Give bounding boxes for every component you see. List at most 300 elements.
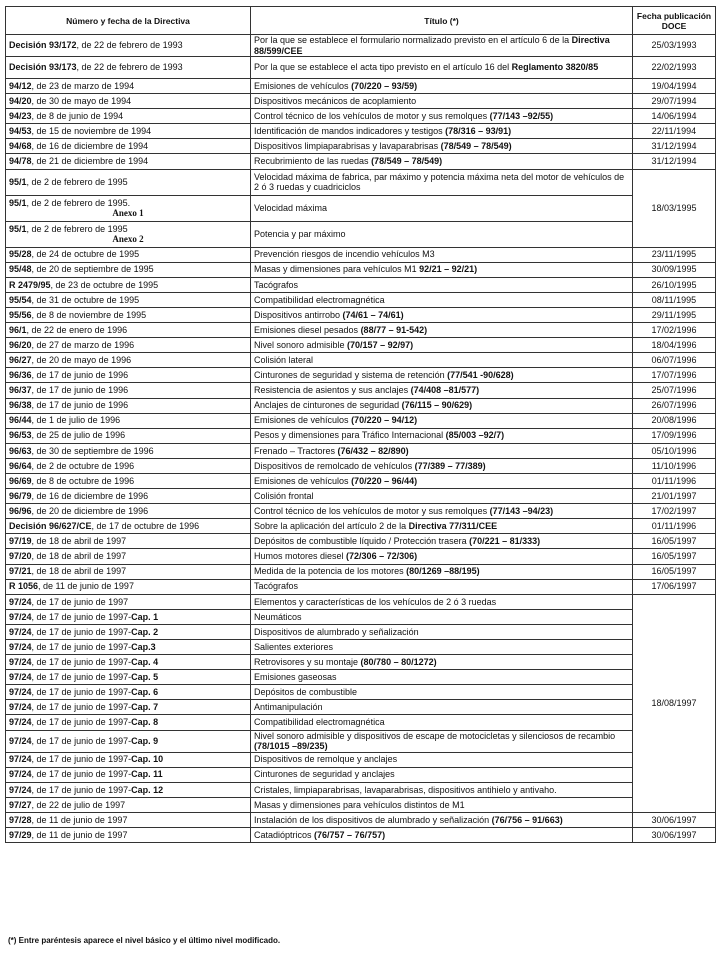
directive-number: 96/1 [9,324,27,335]
directive-cell [6,730,251,752]
directive-cell [6,640,251,655]
directive-date: , de 17 de junio de 1996 [31,385,129,396]
directive-cell [6,368,251,383]
directive-number: 97/24 [9,784,32,795]
title-cell [251,353,633,368]
table-row [6,812,716,827]
directive-cell [6,549,251,564]
directive-cell [6,413,251,428]
directive-number: 97/24 [9,717,32,728]
directive-number: 97/24 [9,641,32,652]
directive-date: , de 17 de junio de 1997- [31,626,132,637]
pub-date-cell: 17/02/1996 [633,323,716,338]
directive-cell [6,169,251,195]
directive-date: , de 17 de junio de 1997- [31,671,132,682]
directive-cell [6,609,251,624]
title-text: Pesos y dimensiones para Tráfico Internacional [254,430,446,441]
title-text: Emisiones de vehículos [254,475,352,486]
directive-number: 97/24 [9,735,32,746]
directive-cell [6,398,251,413]
annex-label: Anexo 2 [112,234,144,245]
title-cell [251,221,633,247]
table-row [6,534,716,549]
title-text: Cinturones de seguridad y sistema de retención [254,370,448,381]
title-text: Instalación de los dispositivos de alumbrado y señalización [254,814,492,825]
table-row [6,752,716,767]
title-reference: (78/549 – 78/549) [440,141,512,152]
directive-number: 97/24 [9,754,32,765]
title-reference: Directiva 88/599/CEE [254,35,610,56]
title-cell [251,700,633,715]
title-reference: (70/220 – 94/12) [351,415,418,426]
title-cell [251,685,633,700]
title-text: Nivel sonoro admisible y dispositivos de escape de motocicletas y silenciosos de recambio [254,730,616,741]
title-cell [251,443,633,458]
table-row [6,307,716,322]
directive-cell [6,519,251,534]
directive-date: , de 17 de octubre de 1996 [91,521,200,532]
table-row [6,169,716,195]
directive-cell [6,767,251,782]
directive-date: , de 16 de diciembre de 1994 [31,141,149,152]
directive-number: Decisión 96/627/CE [9,521,92,532]
table-row [6,549,716,564]
directive-number: 96/44 [9,415,32,426]
title-text: Potencia y par máximo [254,228,346,239]
pub-date-cell: 17/07/1996 [633,368,716,383]
directive-date: , de 8 de junio de 1994 [31,110,124,121]
title-cell [251,109,633,124]
table-row [6,797,716,812]
directive-date: , de 18 de abril de 1997 [31,536,127,547]
directive-cell [6,655,251,670]
title-reference: Directiva 77/311/CEE [408,521,498,532]
title-cell [251,124,633,139]
directive-date: , de 20 de mayo de 1996 [31,355,132,366]
title-cell [251,670,633,685]
title-cell [251,79,633,94]
title-reference: (76/757 – 76/757) [314,829,386,840]
title-text: Dispositivos antirrobo [254,309,343,320]
title-reference: (80/780 – 80/1272) [360,656,437,667]
table-row [6,700,716,715]
title-cell [251,752,633,767]
pub-date-cell: 30/06/1997 [633,828,716,843]
directive-cell [6,154,251,169]
directive-cell [6,247,251,262]
title-cell [251,262,633,277]
directive-cell [6,35,251,57]
title-cell [251,609,633,624]
table-row [6,124,716,139]
table-row [6,767,716,782]
title-reference: (70/157 – 92/97) [347,339,414,350]
directive-number: 94/20 [9,95,32,106]
table-row [6,109,716,124]
pub-date-cell: 17/09/1996 [633,428,716,443]
chapter-label: Cap. 2 [131,626,159,637]
directive-date: , de 22 de febrero de 1993 [76,62,183,73]
directive-cell [6,195,251,221]
chapter-label: Cap. 6 [131,687,159,698]
header-directive: Número y fecha de la Directiva [6,7,251,35]
directive-cell [6,564,251,579]
title-reference: (77/143 –94/23) [489,505,554,516]
directive-number: 94/78 [9,156,32,167]
pub-date-cell: 30/09/1995 [633,262,716,277]
table-row [6,262,716,277]
directive-date: , de 22 de enero de 1996 [26,324,128,335]
title-text: Depósitos de combustible líquido / Protección trasera [254,536,470,547]
directive-cell [6,277,251,292]
chapter-label: Cap. 11 [131,769,163,780]
chapter-label: Cap. 1 [131,611,159,622]
directive-date: , de 20 de septiembre de 1995 [31,264,154,275]
pub-date-cell: 31/12/1994 [633,139,716,154]
table-row [6,624,716,639]
directive-date: , de 23 de marzo de 1994 [31,80,135,91]
title-text: Cinturones de seguridad y anclajes [254,769,395,780]
directive-cell [6,262,251,277]
title-cell [251,323,633,338]
table-row [6,413,716,428]
table-row [6,94,716,109]
directive-date: , de 17 de junio de 1996 [31,370,129,381]
title-text: Compatibilidad electromagnética [254,717,385,728]
directive-cell [6,109,251,124]
title-text: Retrovisores y su montaje [254,656,361,667]
title-cell [251,277,633,292]
title-text: Prevención riesgos de incendio vehículos M3 [254,249,435,260]
pub-date-cell: 18/03/1995 [633,169,716,247]
table-row [6,828,716,843]
title-reference: (78/549 – 78/549) [371,156,443,167]
directive-date: , de 8 de noviembre de 1995 [31,309,147,320]
pub-date-cell: 01/11/1996 [633,473,716,488]
pub-date-cell: 17/06/1997 [633,579,716,594]
directive-number: 97/29 [9,829,32,840]
directive-number: 96/79 [9,490,32,501]
table-body [6,35,716,843]
chapter-label: Cap. 10 [131,754,164,765]
directive-date: , de 25 de julio de 1996 [31,430,126,441]
title-text: Emisiones de vehículos [254,415,352,426]
title-reference: (78/316 – 93/91) [445,126,512,137]
title-text: Elementos y características de los vehículos de 2 ó 3 ruedas [254,596,497,607]
directive-number: 94/68 [9,141,32,152]
directive-number: 97/24 [9,687,32,698]
title-cell [251,195,633,221]
directive-date: , de 17 de junio de 1997- [31,784,132,795]
table-row [6,685,716,700]
directive-date: , de 30 de septiembre de 1996 [31,445,154,456]
directive-cell [6,782,251,797]
directive-date: , de 17 de junio de 1997- [31,656,132,667]
title-cell [251,767,633,782]
title-cell [251,428,633,443]
directive-date: , de 1 de julio de 1996 [31,415,121,426]
directive-number: 96/20 [9,339,32,350]
directive-cell [6,715,251,730]
directive-cell [6,685,251,700]
table-row [6,579,716,594]
directive-number: 95/1 [9,176,27,187]
table-row [6,489,716,504]
directive-number: 97/28 [9,814,32,825]
title-cell [251,549,633,564]
directive-date: , de 31 de octubre de 1995 [31,294,140,305]
pub-date-cell: 22/11/1994 [633,124,716,139]
title-cell [251,594,633,609]
directive-cell [6,139,251,154]
directive-date: , de 22 de febrero de 1993 [76,40,183,51]
title-cell [251,519,633,534]
directive-number: 97/24 [9,611,32,622]
title-cell [251,368,633,383]
table-row [6,139,716,154]
title-cell [251,473,633,488]
title-reference: (77/389 – 77/389) [414,460,486,471]
table-row [6,519,716,534]
table-row [6,655,716,670]
table-row [6,292,716,307]
title-text: Humos motores diesel [254,551,347,562]
table-row [6,609,716,624]
table-row [6,368,716,383]
title-reference: (76/756 – 91/663) [491,814,563,825]
table-row [6,640,716,655]
table-row [6,195,716,221]
title-text: Velocidad máxima de fabrica, par máximo y potencia máxima neta del motor de vehículos de 2 ó 3 ruedas y cuadriciclos [254,171,625,193]
title-text: Anclajes de cinturones de seguridad [254,400,402,411]
directive-date: , de 17 de junio de 1996 [31,400,129,411]
title-cell [251,579,633,594]
table-row [6,383,716,398]
header-title: Título (*) [251,7,633,35]
title-text: Resistencia de asientos y sus anclajes [254,385,411,396]
title-text: Emisiones diesel pesados [254,324,361,335]
title-cell [251,640,633,655]
title-cell [251,782,633,797]
directive-number: 96/63 [9,445,32,456]
directive-number: 95/56 [9,309,32,320]
directive-date: , de 17 de junio de 1997- [31,687,132,698]
directive-date: , de 16 de diciembre de 1996 [31,490,149,501]
footnote: (*) Entre paréntesis aparece el nivel básico y el último nivel modificado. [8,936,281,945]
table-row [6,221,716,247]
directive-number: R 1056 [9,581,39,592]
directive-date: , de 2 de febrero de 1995 [26,223,128,234]
title-text: Tacógrafos [254,279,299,290]
table-row [6,594,716,609]
title-text: Tacógrafos [254,581,299,592]
directive-date: , de 18 de abril de 1997 [31,551,127,562]
title-cell [251,413,633,428]
directive-number: 95/1 [9,223,27,234]
title-cell [251,797,633,812]
table-row [6,443,716,458]
directive-cell [6,307,251,322]
title-reference: (77/541 -90/628) [447,370,514,381]
directive-date: , de 2 de octubre de 1996 [31,460,135,471]
pub-date-cell: 05/10/1996 [633,443,716,458]
directive-date: , de 2 de febrero de 1995. [26,197,131,208]
pub-date-cell: 06/07/1996 [633,353,716,368]
directive-number: 97/24 [9,626,32,637]
pub-date-cell: 17/02/1997 [633,504,716,519]
table-row [6,428,716,443]
header-pub-date: Fecha publicación DOCE [633,7,716,35]
pub-date-cell: 21/01/1997 [633,489,716,504]
chapter-label: Cap. 7 [131,702,159,713]
table-row [6,564,716,579]
directives-table [5,6,716,843]
title-cell [251,812,633,827]
chapter-label: Cap. 4 [131,656,159,667]
title-reference: (88/77 – 91-542) [360,324,428,335]
title-reference: (74/408 –81/577) [410,385,480,396]
directive-date: , de 17 de junio de 1997- [31,641,132,652]
directive-date: , de 30 de mayo de 1994 [31,95,132,106]
table-header-row [6,7,716,35]
title-text: Nivel sonoro admisible [254,339,348,350]
title-cell [251,655,633,670]
directive-date: , de 17 de junio de 1997- [31,702,132,713]
table-row [6,57,716,79]
chapter-label: Cap. 9 [131,735,159,746]
title-text: Identificación de mandos indicadores y testigos [254,126,446,137]
title-reference: (78/1015 –89/235) [254,741,328,752]
title-text: Frenado – Tractores [254,445,338,456]
title-cell [251,139,633,154]
title-cell [251,307,633,322]
title-text: Colisión lateral [254,355,314,366]
directive-number: 95/48 [9,264,32,275]
table-row [6,473,716,488]
directive-cell [6,752,251,767]
table-row [6,504,716,519]
title-text: Masas y dimensiones para vehículos M1 [254,264,420,275]
directive-cell [6,700,251,715]
title-text: Por la que se establece el acta tipo previsto en el artículo 16 del [254,62,512,73]
pub-date-cell: 31/12/1994 [633,154,716,169]
title-text: Dispositivos de alumbrado y señalización [254,626,419,637]
title-text: Dispositivos de remolque y anclajes [254,754,398,765]
directive-cell [6,57,251,79]
title-text: Sobre la aplicación del artículo 2 de la [254,521,409,532]
title-text: Control técnico de los vehículos de motor y sus remolques [254,110,490,121]
directive-date: , de 17 de junio de 1997 [31,596,129,607]
title-text: Antimanipulación [254,702,323,713]
directive-number: 97/24 [9,656,32,667]
directive-cell [6,828,251,843]
directive-number: 94/12 [9,80,32,91]
directive-date: , de 18 de abril de 1997 [31,566,127,577]
directive-cell [6,94,251,109]
directive-cell [6,504,251,519]
chapter-label: Cap. 8 [131,717,159,728]
directive-date: , de 17 de junio de 1997- [31,754,132,765]
pub-date-cell: 22/02/1993 [633,57,716,79]
directive-cell [6,670,251,685]
pub-date-cell: 16/05/1997 [633,564,716,579]
title-reference: 92/21 – 92/21) [419,264,478,275]
pub-date-cell: 16/05/1997 [633,549,716,564]
title-reference: Reglamento 3820/85 [511,62,599,73]
directive-cell [6,292,251,307]
pub-date-cell: 23/11/1995 [633,247,716,262]
title-text: Salientes exteriores [254,641,334,652]
directive-date: , de 11 de junio de 1997 [31,814,128,825]
title-cell [251,624,633,639]
title-text: Recubrimiento de las ruedas [254,156,372,167]
directive-date: , de 20 de diciembre de 1996 [31,505,149,516]
pub-date-cell: 29/11/1995 [633,307,716,322]
directive-cell [6,353,251,368]
table-row [6,338,716,353]
title-reference: (76/115 – 90/629) [401,400,473,411]
title-text: Dispositivos limpiaparabrisas y lavaparabrisas [254,141,441,152]
pub-date-cell: 30/06/1997 [633,812,716,827]
title-reference: (70/220 – 96/44) [351,475,418,486]
title-text: Control técnico de los vehículos de motor y sus remolques [254,505,490,516]
title-cell [251,247,633,262]
title-cell [251,730,633,752]
pub-date-cell: 26/07/1996 [633,398,716,413]
directive-date: , de 22 de julio de 1997 [31,799,126,810]
title-cell [251,458,633,473]
directive-cell [6,458,251,473]
directive-number: 96/69 [9,475,32,486]
title-text: Cristales, limpiaparabrisas, lavaparabrisas, dispositivos antihielo y antivaho. [254,784,557,795]
title-cell [251,338,633,353]
chapter-label: Cap. 5 [131,671,159,682]
directive-cell [6,489,251,504]
title-reference: (80/1269 –88/195) [406,566,480,577]
title-text: Emisiones de vehículos [254,80,352,91]
title-reference: (85/003 –92/7) [445,430,505,441]
title-text: Emisiones gaseosas [254,671,337,682]
table-row [6,730,716,752]
directive-number: R 2479/95 [9,279,51,290]
pub-date-cell: 25/07/1996 [633,383,716,398]
directive-date: , de 15 de noviembre de 1994 [31,126,152,137]
pub-date-cell: 19/04/1994 [633,79,716,94]
directive-date: , de 21 de diciembre de 1994 [31,156,149,167]
title-cell [251,292,633,307]
pub-date-cell: 25/03/1993 [633,35,716,57]
directive-cell [6,579,251,594]
table-row [6,35,716,57]
directive-number: 96/96 [9,505,32,516]
directive-number: 96/36 [9,370,32,381]
pub-date-cell: 01/11/1996 [633,519,716,534]
title-text: Depósitos de combustible [254,687,358,698]
chapter-label: Cap. 12 [131,784,164,795]
title-text: Masas y dimensiones para vehículos distintos de M1 [254,799,465,810]
title-cell [251,154,633,169]
directive-date: , de 24 de octubre de 1995 [31,249,140,260]
title-text: Medida de la potencia de los motores [254,566,407,577]
table-row [6,353,716,368]
pub-date-cell: 11/10/1996 [633,458,716,473]
directive-number: 96/53 [9,430,32,441]
table-row [6,277,716,292]
title-text: Por la que se establece el formulario normalizado previsto en el artículo 6 de la [254,35,572,45]
title-cell [251,828,633,843]
directive-date: , de 2 de febrero de 1995 [26,176,128,187]
pub-date-cell: 18/04/1996 [633,338,716,353]
